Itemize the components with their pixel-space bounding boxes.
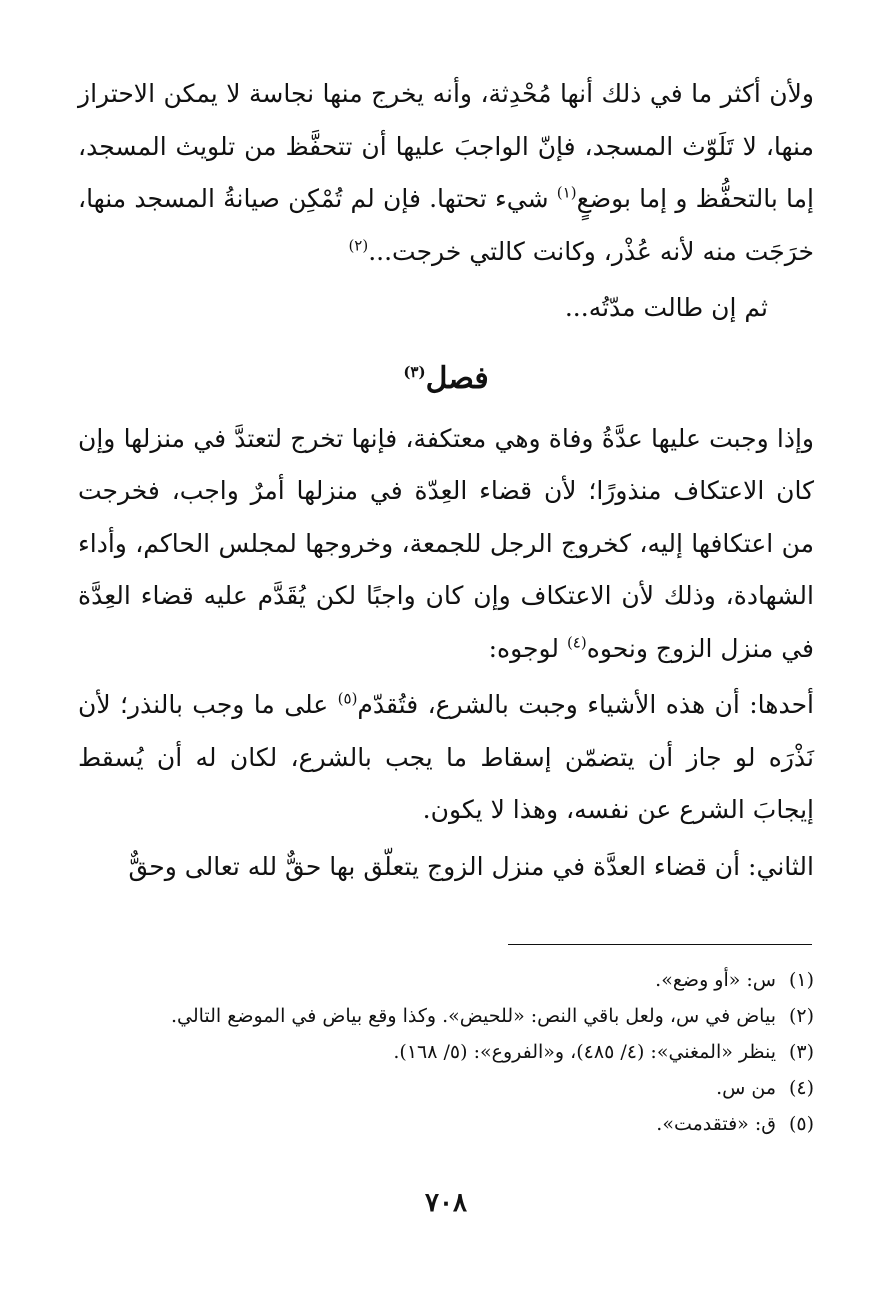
footnote-4 (60, 1070, 814, 1106)
footnote-ref-3: (٣) (403, 362, 426, 381)
footnote-2 (60, 998, 814, 1034)
paragraph-1-text-b: شيء تحتها. فإن لم تُمْكِن صيانةُ المسجد منها، خرَجَت منه لأنه عُذْر، وكانت كالتي خرجت... (78, 184, 814, 266)
paragraph-1 (78, 68, 814, 278)
footnote-number: (٥) (788, 1113, 814, 1135)
paragraph-4-text-b: على ما وجب بالنذر؛ لأن نَذْرَه لو جاز أن يتضمّن إسقاط ما يجب بالشرع، لكان له أن يُسقط إيجابَ الشرع عن نفسه، وهذا لا يكون. (78, 690, 814, 824)
footnote-number: (٣) (788, 1041, 814, 1063)
paragraph-4-text-a: أحدها: أن هذه الأشياء وجبت بالشرع، فتُقدّم (357, 690, 815, 719)
paragraph-3-text-b: لوجوه: (488, 633, 567, 663)
footnote-number: (٢) (788, 1005, 814, 1027)
main-text (78, 68, 814, 893)
paragraph-1-text-a: ولأن أكثر ما في ذلك أنها مُحْدِثة، وأنه يخرج منها نجاسة لا يمكن الاحتراز منها، لا تَلَوّث المسجد، فإنّ الواجبَ عليها أن تتحفَّظ من تلويث المسجد، إما بالتحفُّظ و إما بوضعٍ (78, 79, 814, 213)
paragraph-3 (78, 413, 814, 676)
footnote-5 (60, 1106, 814, 1142)
footnote-text: من س. (716, 1077, 776, 1099)
section-heading-text: فصل (425, 360, 489, 396)
paragraph-5: الثاني: أن قضاء العدَّة في منزل الزوج يتعلّق بها حقٌّ لله تعالى وحقٌّ (128, 851, 814, 881)
footnote-ref-1: (١) (556, 183, 577, 202)
paragraph-3-text-a: وإذا وجبت عليها عدَّةُ وفاة وهي معتكفة، فإنها تخرج لتعتدَّ في منزلها وإن كان الاعتكاف منذورًا؛ لأن قضاء العِدّة في منزلها أمرٌ واجب، فخرجت من اعتكافها إليه، كخروج الرجل للجمعة، وخروجها لمجلس الحاكم، وأداء الشهادة، وذلك لأن الاعتكاف وإن كان واجبًا لكن يُقَدَّم عليه قضاء العِدَّة في منزل الزوج ونحوه (78, 423, 814, 663)
section-heading (78, 351, 814, 407)
footnote-number: (١) (788, 969, 814, 991)
paragraph-4 (78, 679, 814, 837)
footnote-divider (508, 944, 812, 945)
footnotes (60, 962, 814, 1142)
footnote-ref-4: (٤) (566, 633, 587, 652)
footnote-ref-2: (٢) (348, 236, 369, 255)
footnote-text: ق: «فتقدمت». (656, 1113, 776, 1135)
footnote-text: س: «أو وضع». (655, 969, 776, 991)
footnote-1 (60, 962, 814, 998)
paragraph-2: ثم إن طالت مدّتُه... (564, 293, 768, 322)
page-number: ٧٠٨ (425, 1188, 467, 1218)
footnote-text: ينظر «المغني»: (٤/ ٤٨٥)، و«الفروع»: (٥/ ١٦٨). (393, 1041, 776, 1063)
footnote-ref-5: (٥) (337, 689, 358, 708)
footnote-text: بياض في س، ولعل باقي النص: «للحيض». وكذا وقع بياض في الموضع التالي. (170, 1005, 776, 1027)
footnote-3 (60, 1034, 814, 1070)
footnote-number: (٤) (788, 1077, 814, 1099)
